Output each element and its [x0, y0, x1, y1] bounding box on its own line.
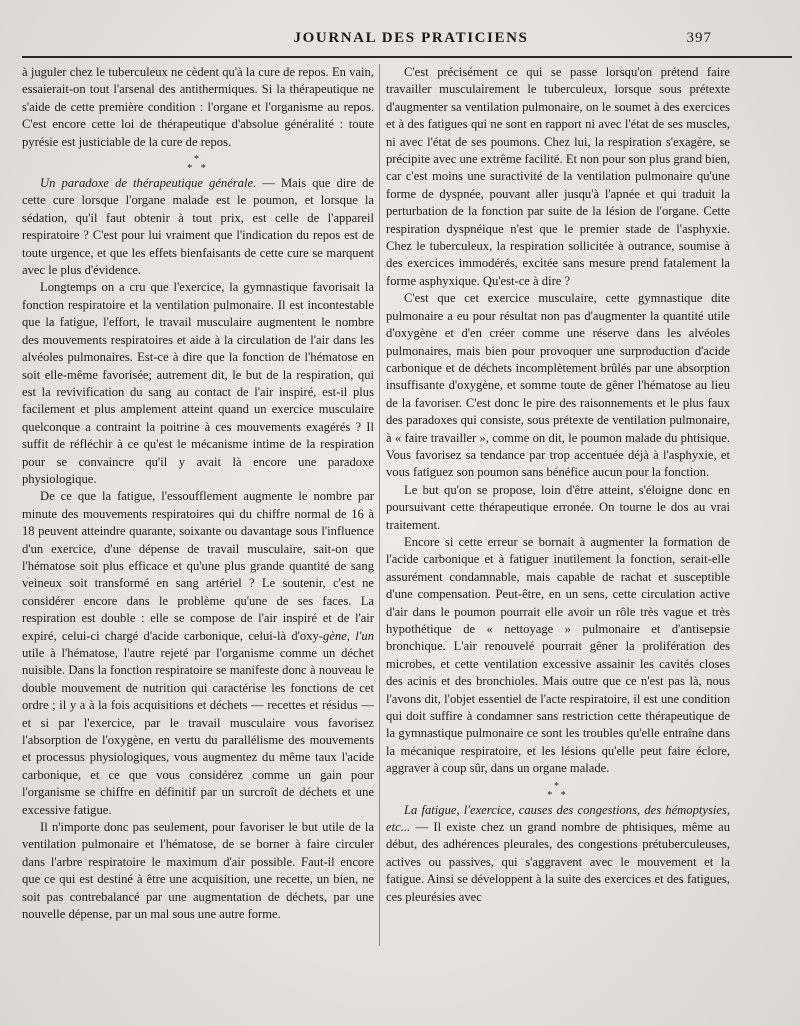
paragraph-text: utile à l'hématose, l'autre rejeté par l'organisme comme un déchet nuisible. Dans la fonction respiratoire se manifeste donc à nouveau le double mouvement de nutrition qui caractérise les fonctions de cet ordre ; il y a à la fois acquisitions et déchets — recettes et résidus — et si par l'exercice, par le travail musculaire vous favorisez l'absorption de l'oxygène, en vertu du parallélisme des mouvements et processus physiologiques, vous augmentez du même taux l'acide carbonique, et ce que vous considérez comme un gain pour l'organisme se chiffre en définitif par un surcroît de déchets et une excessive fatigue.: [22, 646, 374, 817]
paragraph-text: De ce que la fatigue, l'essoufflement augmente le nombre par minute des mouvements respiratoires qui du chiffre normal de 16 à 18 peuvent atteindre quarante, soixante ou davantage sous l'influence d'un exercice, d'une dépense de travail musculaire, sait-on que l'hématose soit plus efficace et qu'une plus grande quantité de sang veineux soit transformé en sang artériel ? Le soutenir, c'est ne considérer encore dans le problème qu'une de ses faces. La respiration est double : elle se compose de l'air inspiré et de l'air expiré, celui-ci chargé d'acide carbonique, celui-là d'oxy-: [22, 489, 374, 643]
italic-text: gène, l'un: [323, 628, 375, 643]
asterism-bottom: * *: [187, 163, 209, 175]
paragraph: C'est précisément ce qui se passe lorsqu'on prétend faire travailler musculairement le tuberculeux, lorsque sous prétexte d'augmenter sa ventilation pulmonaire, on le soumet à des exercices et à des fatigues qui ne sont en rapport ni avec l'état de ses muscles, ni avec l'état de ses poumons. Chez lui, la respiration s'exagère, se précipite avec une extrême facilité. Et non pour son plus grand bien, car c'est moins une suractivité de la ventilation pulmonaire qu'une forme de dyspnée, pouvant aller jusqu'à l'apnée et qui traduit la perturbation de la fonction par suite de la lésion de l'organe. Cette respiration dyspnéique n'est que le premier stade de l'asphyxie. Chez le tuberculeux, la respiration sollicitée à outrance, soumise à des exercices immodérés, excitée sans mesure prend fatalement la forme asphyxique. Qu'est-ce à dire ?: [386, 65, 730, 288]
section-separator: [386, 782, 730, 800]
paragraph: à juguler chez le tuberculeux ne cèdent qu'à la cure de repos. En vain, essaierait-on tout l'arsenal des antithermiques. Si la thérapeutique ne s'aide de cette première condition : l'organe et l'organisme au repos. C'est encore cette loi de thérapeutique d'absolue généralité : toute pyrésie est justiciable de la cure de repos.: [22, 65, 374, 149]
header-rule: [22, 56, 792, 58]
paragraph-text: — Il existe chez un grand nombre de phtisiques, même au début, des adhérences pleurales, des congestions prétuberculeuses, actives ou passives, qui s'aggravent avec le mouvement et la fatigue. Ainsi se développent à la suite des exercices et des fatigues, ces pleurésies avec: [386, 820, 730, 904]
paragraph: Il n'importe donc pas seulement, pour favoriser le but utile de la ventilation pulmonaire et l'hématose, de se borner à faire circuler dans l'arbre respiratoire le maximum d'air possible. Faut-il encore que ce qui est destiné à être une acquisition, une recette, un bien, ne soit pas contrebalancé par une augmentation de déchets, par une nouvelle dépense, par un mal sous une autre forme.: [22, 820, 374, 922]
asterism-top: *: [194, 154, 202, 166]
paragraph-fatigue-causes: [386, 802, 730, 906]
section-heading: La fatigue, l'exercice, causes des congestions, des hémoptysies, etc...: [386, 802, 730, 835]
paragraph: Encore si cette erreur se bornait à augmenter la formation de l'acide carbonique et à fatiguer inutilement la fonction, serait-elle assurément condamnable, mais capable de rachat et susceptible d'une compensation. Peut-être, en un sens, cette circulation active d'air dans le poumon pourrait elle avoir un rôle très vague et très hypothétique de « nettoyage » pulmonaire et d'antisepsie bronchique. L'air renouvelé pourrait gêner la prolifération des microbes, et cette ventilation excessive assainir les cavités closes des acinis et des bronchioles. Mais outre que ce n'est pas là, nous l'avons dit, l'objet essentiel de l'acte respiratoire, il est une condition qui doit suffire à condamner sans restriction cette thérapeutique de la gymnastique pulmonaire ce sont les troubles qu'elle entraîne dans la mécanique respiratoire, et les lésions qu'elle peut faire éclore, aggraver à coup sûr, dans un organe malade.: [386, 534, 730, 776]
journal-title: JOURNAL DES PRATICIENS: [293, 30, 529, 46]
page-number: 397: [686, 30, 712, 46]
paragraph: Longtemps on a cru que l'exercice, la gymnastique favorisait la fonction respiratoire et la ventilation pulmonaire. Il est incontestable que la fatigue, l'effort, le travail musculaire augmentent le nombre des mouvements respiratoires et aide à la circulation de l'air dans les alvéoles pulmonaires. Est-ce à dire que la fonction de l'hématose en soit elle-même favorisée; autrement dit, le but de la respiration, qui est la revivification du sang au contact de l'air inspiré, est-il plus facilement et plus amplement atteint quand un exercice musculaire quelconque a contraint la poitrine à ces mouvements exagérés ? Il suffit de réfléchir à ce qu'est le mécanisme intime de la respiration pour se convaincre qu'il y avait là encore une paradoxe physiologique.: [22, 280, 374, 486]
asterism-top: *: [554, 780, 562, 792]
paragraph-text: — Mais que dire de cette cure lorsque l'organe malade est le poumon, et lorsque la sédation, qu'il faut obtenir à tout prix, est celle de l'appareil respiratoire ? C'est pour lui vraiment que l'indication du repos est de toute urgence, et que les effets bienfaisants de cette cure se marquent avec le plus d'évidence.: [22, 176, 374, 278]
paragraph: Le but qu'on se propose, loin d'être atteint, s'éloigne donc en poursuivant cette thérapeutique erronée. On tourne le dos au vrai traitement.: [386, 482, 730, 532]
paragraph: C'est que cet exercice musculaire, cette gymnastique dite pulmonaire a eu pour résultat non pas d'augmenter la quantité utile d'oxygène et d'en créer comme une réserve dans les alvéoles pulmonaires, mais bien pour provoquer une surproduction d'acide carbonique et de déchets incomplètement brûlés par une absorption insuffisante d'oxygène, et somme toute de gêner l'hématose au lieu de la favoriser. C'est donc le pire des raisonnements et le plus faux des paradoxes qui consiste, sous prétexte de ventilation pulmonaire, à « faire travailler », comme on dit, le poumon malade du phtisique. Vous favorisez sa tendance par trop accentuée déjà à l'asphyxie, et vous fatiguez son poumon sans bénéfice aucun pour la fonction.: [386, 291, 730, 480]
left-column: [22, 64, 374, 924]
right-column: [386, 64, 730, 906]
paragraph-fatigue: [22, 488, 374, 819]
asterism-bottom: * *: [547, 789, 569, 801]
column-divider: [379, 64, 380, 946]
section-heading: Un paradoxe de thérapeutique générale.: [40, 176, 257, 191]
running-header: [22, 28, 800, 52]
section-separator: [22, 155, 374, 173]
paragraph-paradoxe: [22, 175, 374, 279]
